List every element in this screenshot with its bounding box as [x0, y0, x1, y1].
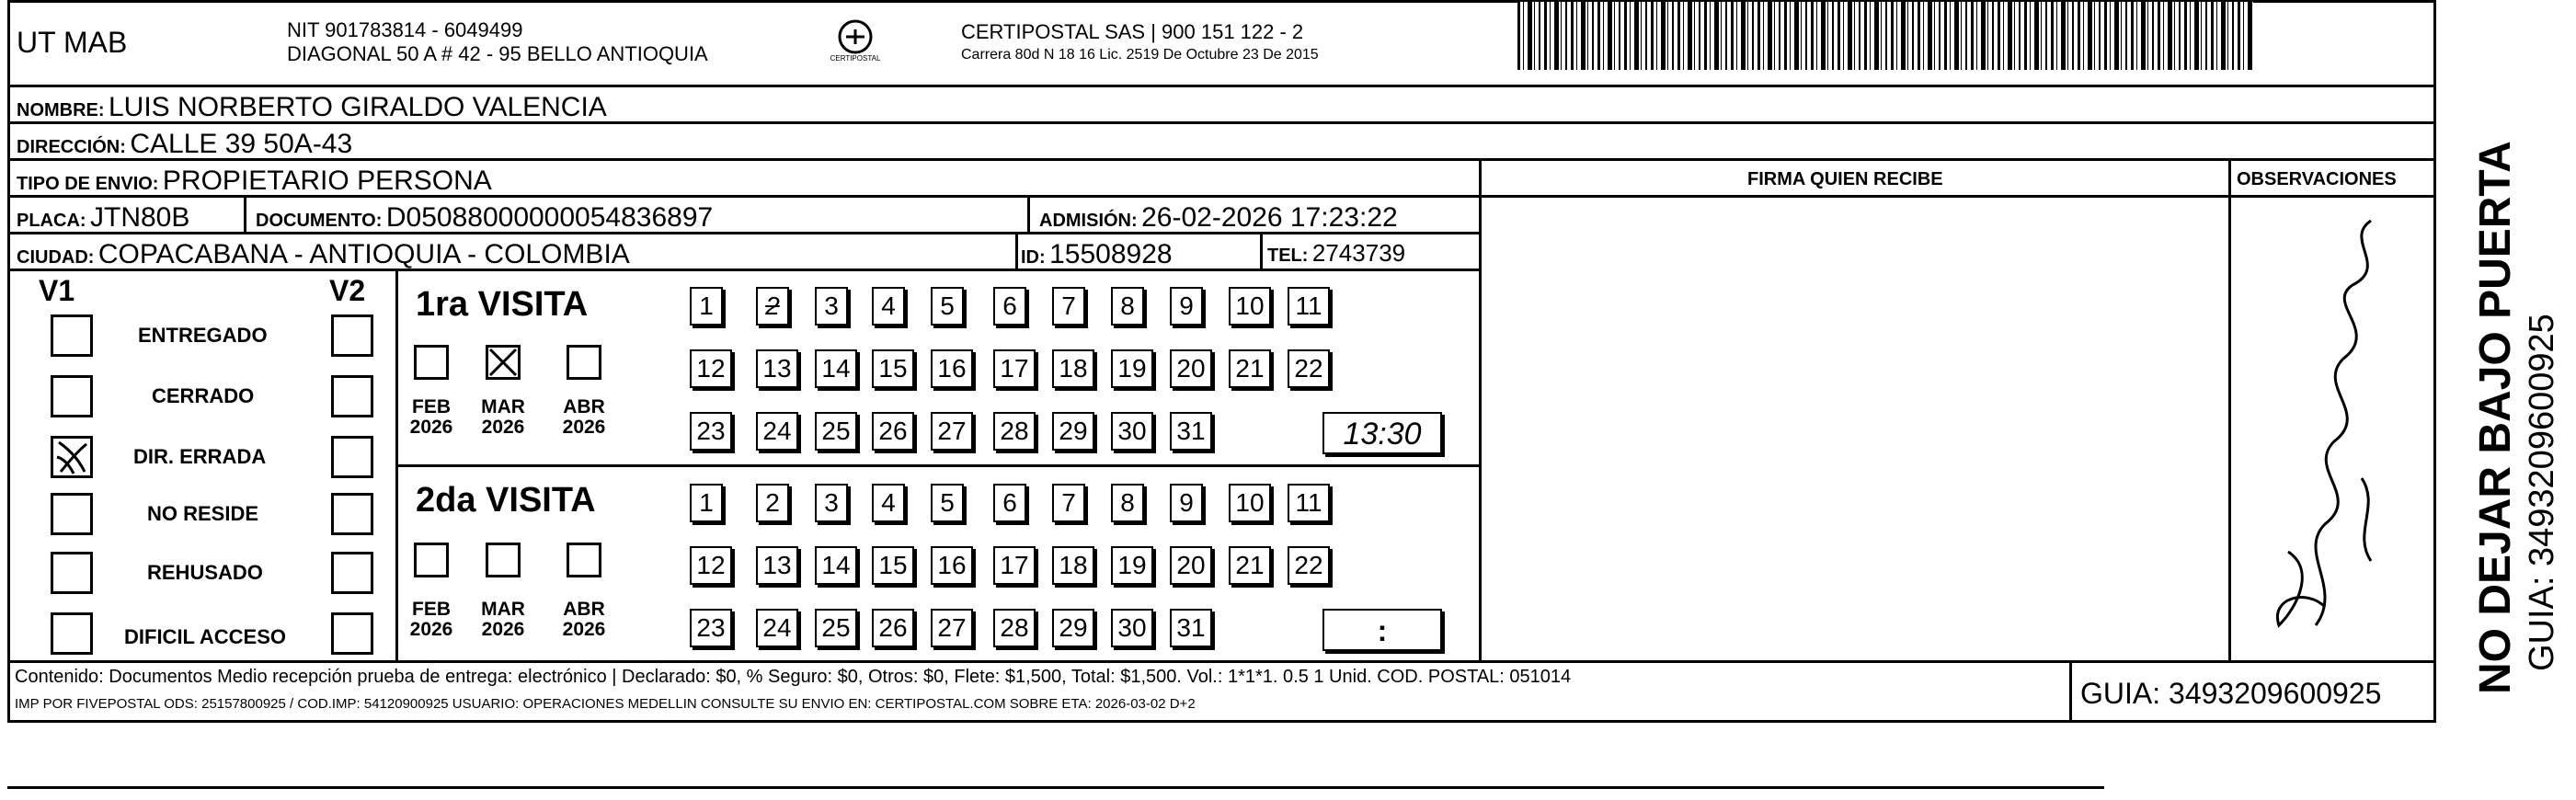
- day-cell-1[interactable]: 1: [690, 287, 723, 326]
- admission-value: 26-02-2026 17:23:22: [1141, 202, 1398, 233]
- day-cell-12[interactable]: 12: [690, 349, 732, 388]
- month-label: FEB: [412, 599, 451, 620]
- day-cell-3[interactable]: 3: [815, 484, 848, 522]
- year-label: 2026: [562, 417, 606, 439]
- left-border: [7, 0, 10, 723]
- address-row: [17, 131, 352, 158]
- v2-dificil-acceso-checkbox[interactable]: [331, 612, 373, 655]
- status-no-reside: NO RESIDE: [147, 502, 259, 525]
- v1-cerrado-checkbox[interactable]: [51, 375, 93, 417]
- year-label: 2026: [481, 619, 525, 641]
- document-field: [256, 204, 713, 232]
- second-visit-time[interactable]: :: [1322, 609, 1442, 651]
- v2-header: V2: [329, 274, 366, 307]
- tel-field: [1267, 241, 1405, 265]
- city-field: [17, 241, 630, 269]
- day-cell-11[interactable]: 11: [1288, 484, 1330, 522]
- day-cell-11[interactable]: 11: [1288, 287, 1330, 326]
- id-field: [1021, 241, 1173, 269]
- day-cell-5[interactable]: 5: [931, 287, 964, 326]
- day-cell-15[interactable]: 15: [872, 546, 914, 585]
- company-name: UT MAB: [17, 26, 128, 59]
- day-cell-2[interactable]: 2: [756, 484, 789, 522]
- month-label: MAR: [481, 396, 525, 417]
- day-cell-30[interactable]: 30: [1111, 412, 1153, 451]
- status-rehusado: REHUSADO: [147, 561, 263, 584]
- right-border: [2433, 0, 2436, 723]
- day-cell-17[interactable]: 17: [993, 349, 1036, 388]
- barcode: [1517, 2, 2253, 70]
- month-label: FEB: [412, 396, 451, 417]
- handwritten-signature: [2233, 202, 2433, 653]
- day-cell-16[interactable]: 16: [931, 349, 973, 388]
- day-cell-31[interactable]: 31: [1170, 609, 1212, 647]
- side-guia: GUIA: 3493209600925: [2523, 314, 2561, 671]
- row-divider-2: [7, 158, 2436, 161]
- day-cell-27[interactable]: 27: [931, 412, 973, 451]
- day-cell-7[interactable]: 7: [1052, 484, 1085, 522]
- day-cell-24[interactable]: 24: [756, 412, 798, 451]
- day-cell-26[interactable]: 26: [872, 412, 914, 451]
- plate-value: JTN80B: [90, 202, 190, 233]
- day-cell-18[interactable]: 18: [1052, 349, 1094, 388]
- v2-cerrado-checkbox[interactable]: [331, 375, 373, 417]
- day-cell-21[interactable]: 21: [1229, 349, 1271, 388]
- tel-label: TEL:: [1267, 246, 1309, 266]
- day-cell-24[interactable]: 24: [756, 609, 798, 647]
- id-value: 15508928: [1049, 239, 1173, 269]
- footer-content: Contenido: Documentos Medio recepción prueba de entrega: electrónico | Declarado: $0, % Seguro: $0, Otros: $0, Flete: $1,500, Total: $1,500. Vol.: 1*1*1. 0.5 1 Unid. COD. POSTAL: 051014: [15, 667, 1572, 687]
- day-cell-20[interactable]: 20: [1170, 546, 1212, 585]
- v1-rehusado-checkbox[interactable]: [51, 552, 93, 594]
- day-cell-5[interactable]: 5: [931, 484, 964, 522]
- day-cell-17[interactable]: 17: [993, 546, 1036, 585]
- first-visit-month-mar-checkbox[interactable]: [486, 345, 521, 380]
- day-cell-4[interactable]: 4: [872, 287, 905, 326]
- recipient-address: CALLE 39 50A-43: [130, 129, 353, 159]
- day-cell-28[interactable]: 28: [993, 412, 1036, 451]
- first-visit-title: 1ra VISITA: [416, 285, 589, 324]
- day-cell-8[interactable]: 8: [1111, 484, 1144, 522]
- day-cell-14[interactable]: 14: [815, 349, 857, 388]
- day-cell-22[interactable]: 22: [1288, 546, 1330, 585]
- v1-no-reside-checkbox[interactable]: [51, 493, 93, 535]
- carrier-license: Carrera 80d N 18 16 Lic. 2519 De Octubre 23 De 2015: [961, 47, 1319, 63]
- day-cell-1[interactable]: 1: [690, 484, 723, 522]
- day-cell-20[interactable]: 20: [1170, 349, 1212, 388]
- status-dificil-acceso: DIFICIL ACCESO: [124, 625, 287, 648]
- second-visit-month-abr-checkbox[interactable]: [567, 543, 601, 577]
- day-cell-6[interactable]: 6: [993, 484, 1026, 522]
- handwritten-check-icon: [53, 439, 90, 475]
- second-visit-month-feb-checkbox[interactable]: [414, 543, 449, 577]
- first-visit-month-feb: [395, 397, 468, 438]
- name-row: [17, 94, 607, 121]
- day-cell-4[interactable]: 4: [872, 484, 905, 522]
- day-cell-10[interactable]: 10: [1229, 287, 1271, 326]
- second-visit-month-mar: [466, 600, 540, 640]
- v1-dir-errada-checkbox[interactable]: [51, 436, 93, 478]
- city-value: COPACABANA - ANTIOQUIA - COLOMBIA: [97, 239, 630, 269]
- year-label: 2026: [409, 417, 453, 439]
- admission-divider: [1027, 195, 1030, 232]
- document-label: DOCUMENTO:: [256, 211, 383, 231]
- day-cell-19[interactable]: 19: [1111, 349, 1153, 388]
- visit-divider: [395, 464, 1481, 467]
- day-cell-29[interactable]: 29: [1052, 412, 1094, 451]
- v2-no-reside-checkbox[interactable]: [331, 493, 373, 535]
- observations-header: OBSERVACIONES: [2237, 169, 2397, 189]
- day-cell-19[interactable]: 19: [1111, 546, 1153, 585]
- admission-label: ADMISIÓN:: [1039, 211, 1138, 231]
- v1-dificil-acceso-checkbox[interactable]: [51, 612, 93, 655]
- month-label: ABR: [563, 396, 605, 417]
- first-visit-month-mar: [466, 397, 540, 438]
- status-entregado: ENTREGADO: [138, 324, 268, 347]
- v2-entregado-checkbox[interactable]: [331, 314, 373, 357]
- day-cell-8[interactable]: 8: [1111, 287, 1144, 326]
- day-cell-23[interactable]: 23: [690, 412, 732, 451]
- type-row: [17, 167, 492, 195]
- second-visit-month-feb: [395, 600, 468, 640]
- v2-dir-errada-checkbox[interactable]: [331, 436, 373, 478]
- document-value: D05088000000054836897: [385, 202, 714, 233]
- id-label: ID:: [1021, 247, 1046, 268]
- cut-line: [7, 786, 2104, 789]
- day-cell-3[interactable]: 3: [815, 287, 848, 326]
- year-label: 2026: [562, 619, 606, 641]
- month-label: ABR: [563, 599, 605, 620]
- day-cell-6[interactable]: 6: [993, 287, 1026, 326]
- day-cell-29[interactable]: 29: [1052, 609, 1094, 647]
- second-visit-month-mar-checkbox[interactable]: [486, 543, 521, 577]
- day-cell-27[interactable]: 27: [931, 609, 973, 647]
- footer-imp: IMP POR FIVEPOSTAL ODS: 25157800925 / COD.IMP: 54120900925 USUARIO: OPERACIONES MEDELLIN CONSULTE SU ENVIO EN: CERTIPOSTAL.COM SOBRE ETA: 2026-03-02 D+2: [15, 696, 1196, 712]
- day-cell-14[interactable]: 14: [815, 546, 857, 585]
- first-visit-month-abr: [547, 397, 621, 438]
- name-label: NOMBRE:: [17, 100, 105, 120]
- day-cell-30[interactable]: 30: [1111, 609, 1153, 647]
- day-cell-28[interactable]: 28: [993, 609, 1036, 647]
- admission-field: [1039, 204, 1398, 232]
- month-label: MAR: [481, 599, 525, 620]
- v1-header: V1: [39, 274, 75, 307]
- v2-rehusado-checkbox[interactable]: [331, 552, 373, 594]
- day-cell-9[interactable]: 9: [1170, 484, 1203, 522]
- certipostal-logo-icon: [828, 17, 883, 70]
- first-visit-month-feb-checkbox[interactable]: [414, 345, 449, 380]
- id-divider: [1015, 232, 1018, 269]
- day-cell-23[interactable]: 23: [690, 609, 732, 647]
- day-cell-13[interactable]: 13: [756, 546, 798, 585]
- day-cell-26[interactable]: 26: [872, 609, 914, 647]
- company-nit: NIT 901783814 - 6049499: [287, 18, 523, 41]
- status-dir-errada: DIR. ERRADA: [133, 445, 267, 468]
- recipient-name: LUIS NORBERTO GIRALDO VALENCIA: [109, 92, 607, 122]
- signature-divider: [1479, 158, 1482, 663]
- tel-value: 2743739: [1311, 239, 1406, 267]
- day-cell-25[interactable]: 25: [815, 412, 857, 451]
- day-cell-13[interactable]: 13: [756, 349, 798, 388]
- plate-field: [17, 204, 189, 232]
- header-divider: [7, 85, 2436, 87]
- status-cerrado: CERRADO: [152, 384, 255, 407]
- v1-entregado-checkbox[interactable]: [51, 314, 93, 357]
- day-cell-31[interactable]: 31: [1170, 412, 1212, 451]
- second-visit-title: 2da VISITA: [416, 481, 596, 520]
- signature-header: FIRMA QUIEN RECIBE: [1747, 169, 1943, 189]
- logo-caption: CERTIPOSTAL: [830, 54, 881, 63]
- day-cell-25[interactable]: 25: [815, 609, 857, 647]
- first-visit-month-abr-checkbox[interactable]: [567, 345, 601, 380]
- day-cell-10[interactable]: 10: [1229, 484, 1271, 522]
- day-cell-12[interactable]: 12: [690, 546, 732, 585]
- city-label: CIUDAD:: [17, 247, 95, 268]
- side-warning: NO DEJAR BAJO PUERTA: [2471, 141, 2520, 694]
- footer-guia: GUIA: 3493209600925: [2080, 677, 2382, 710]
- day-cell-15[interactable]: 15: [872, 349, 914, 388]
- day-cell-18[interactable]: 18: [1052, 546, 1094, 585]
- footer-guia-divider: [2069, 660, 2072, 723]
- first-visit-time[interactable]: 13:30: [1322, 412, 1442, 454]
- observations-divider: [2228, 158, 2231, 663]
- day-cell-16[interactable]: 16: [931, 546, 973, 585]
- address-label: DIRECCIÓN:: [17, 137, 126, 157]
- year-label: 2026: [409, 619, 453, 641]
- plate-label: PLACA:: [17, 211, 86, 231]
- tel-divider: [1260, 232, 1263, 269]
- day-cell-7[interactable]: 7: [1052, 287, 1085, 326]
- day-cell-2[interactable]: 2: [756, 287, 789, 326]
- shipment-type: PROPIETARIO PERSONA: [162, 166, 492, 196]
- carrier-name: CERTIPOSTAL SAS | 900 151 122 - 2: [961, 20, 1304, 43]
- year-label: 2026: [481, 417, 525, 439]
- company-address: DIAGONAL 50 A # 42 - 95 BELLO ANTIOQUIA: [287, 42, 708, 65]
- day-cell-22[interactable]: 22: [1288, 349, 1330, 388]
- type-label: TIPO DE ENVIO:: [17, 174, 159, 194]
- handwritten-x-icon: [488, 348, 518, 377]
- plate-divider: [244, 195, 246, 232]
- second-visit-month-abr: [547, 600, 621, 640]
- day-cell-9[interactable]: 9: [1170, 287, 1203, 326]
- day-cell-21[interactable]: 21: [1229, 546, 1271, 585]
